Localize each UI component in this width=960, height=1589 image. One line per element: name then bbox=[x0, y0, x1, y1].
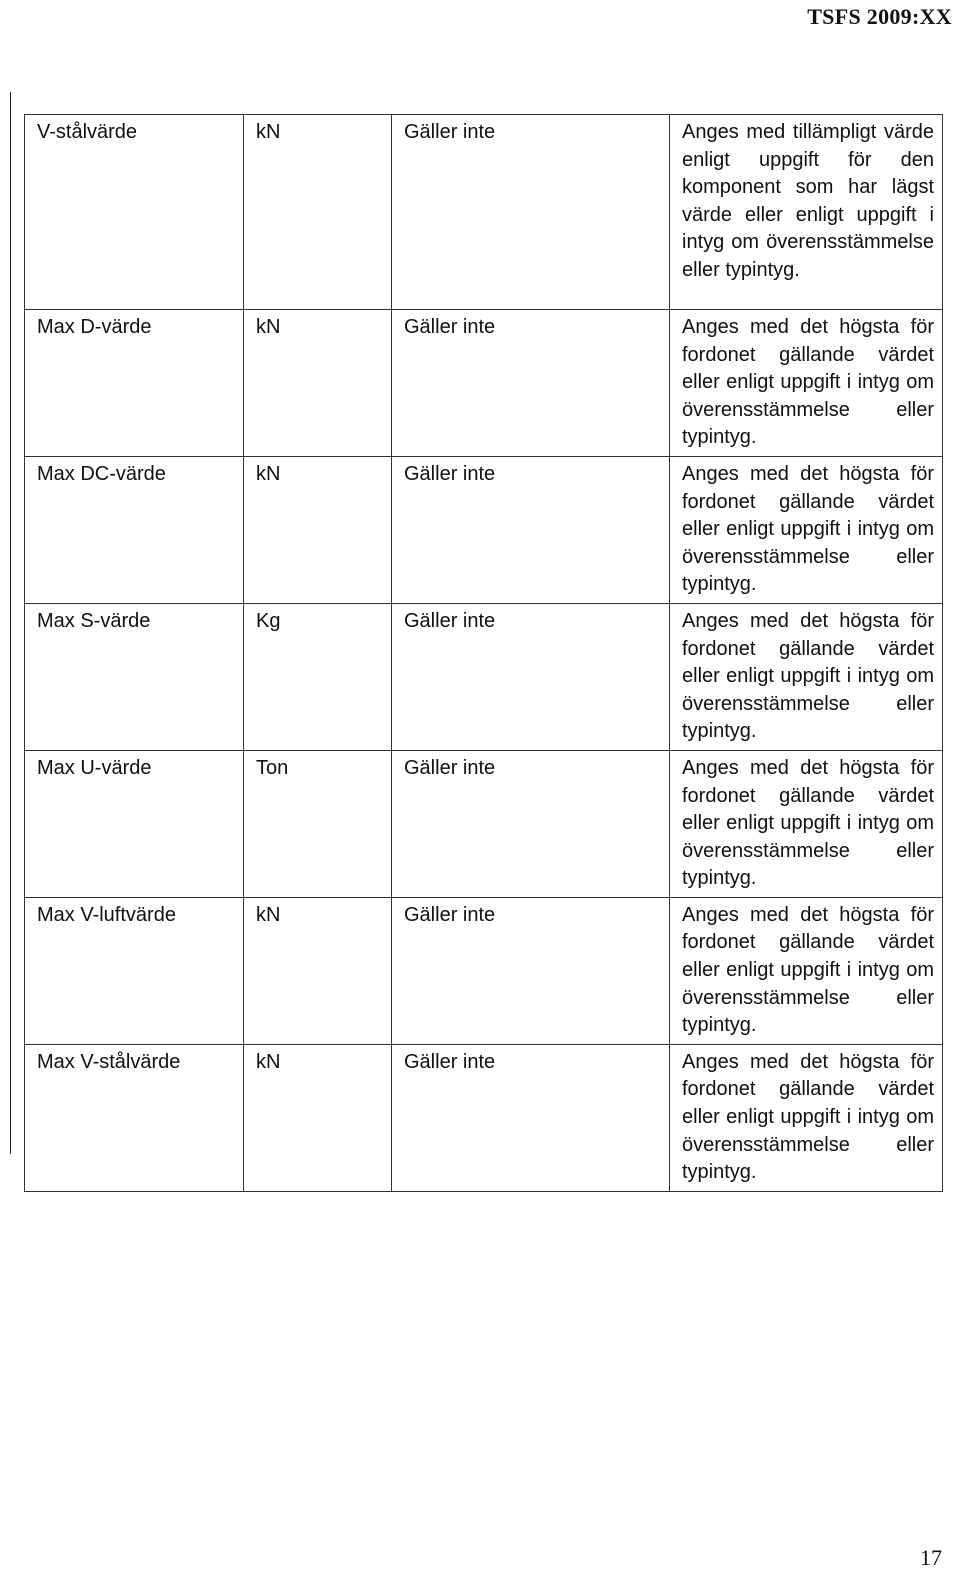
parameter-name-cell: Max D-värde bbox=[25, 310, 244, 457]
status-cell: Gäller inte bbox=[392, 456, 670, 603]
table-row bbox=[25, 310, 943, 457]
margin-change-bar bbox=[10, 92, 11, 1154]
table-row bbox=[25, 456, 943, 603]
parameter-name-cell: Max S-värde bbox=[25, 603, 244, 750]
parameter-name-cell: Max DC-värde bbox=[25, 456, 244, 603]
description-cell: Anges med det högsta för fordonet gällande värdet eller enligt uppgift i intyg om överensstämmelse eller typintyg. bbox=[670, 603, 943, 750]
parameter-name-cell: Max V-luftvärde bbox=[25, 897, 244, 1044]
parameter-name-cell: Max V-stålvärde bbox=[25, 1044, 244, 1191]
status-cell: Gäller inte bbox=[392, 115, 670, 310]
parameter-name-cell: V-stålvärde bbox=[25, 115, 244, 310]
table-row bbox=[25, 750, 943, 897]
status-cell: Gäller inte bbox=[392, 310, 670, 457]
status-cell: Gäller inte bbox=[392, 750, 670, 897]
table-row bbox=[25, 603, 943, 750]
unit-cell: kN bbox=[244, 310, 392, 457]
parameter-name-cell: Max U-värde bbox=[25, 750, 244, 897]
unit-cell: Kg bbox=[244, 603, 392, 750]
parameter-table bbox=[24, 114, 943, 1192]
unit-cell: Ton bbox=[244, 750, 392, 897]
table-row bbox=[25, 1044, 943, 1191]
unit-cell: kN bbox=[244, 1044, 392, 1191]
status-cell: Gäller inte bbox=[392, 897, 670, 1044]
status-cell: Gäller inte bbox=[392, 603, 670, 750]
description-cell: Anges med tillämpligt värde enligt uppgift för den komponent som har lägst värde eller enligt uppgift i intyg om överensstämmelse eller typintyg. bbox=[670, 115, 943, 310]
description-cell: Anges med det högsta för fordonet gällande värdet eller enligt uppgift i intyg om överensstämmelse eller typintyg. bbox=[670, 310, 943, 457]
description-cell: Anges med det högsta för fordonet gällande värdet eller enligt uppgift i intyg om överensstämmelse eller typintyg. bbox=[670, 750, 943, 897]
document-id-header: TSFS 2009:XX bbox=[807, 4, 952, 29]
description-cell: Anges med det högsta för fordonet gällande värdet eller enligt uppgift i intyg om överensstämmelse eller typintyg. bbox=[670, 1044, 943, 1191]
status-cell: Gäller inte bbox=[392, 1044, 670, 1191]
table-row bbox=[25, 897, 943, 1044]
unit-cell: kN bbox=[244, 456, 392, 603]
unit-cell: kN bbox=[244, 115, 392, 310]
description-cell: Anges med det högsta för fordonet gällande värdet eller enligt uppgift i intyg om överensstämmelse eller typintyg. bbox=[670, 456, 943, 603]
table-row bbox=[25, 115, 943, 310]
unit-cell: kN bbox=[244, 897, 392, 1044]
description-cell: Anges med det högsta för fordonet gällande värdet eller enligt uppgift i intyg om överensstämmelse eller typintyg. bbox=[670, 897, 943, 1044]
page-number: 17 bbox=[920, 1545, 942, 1570]
